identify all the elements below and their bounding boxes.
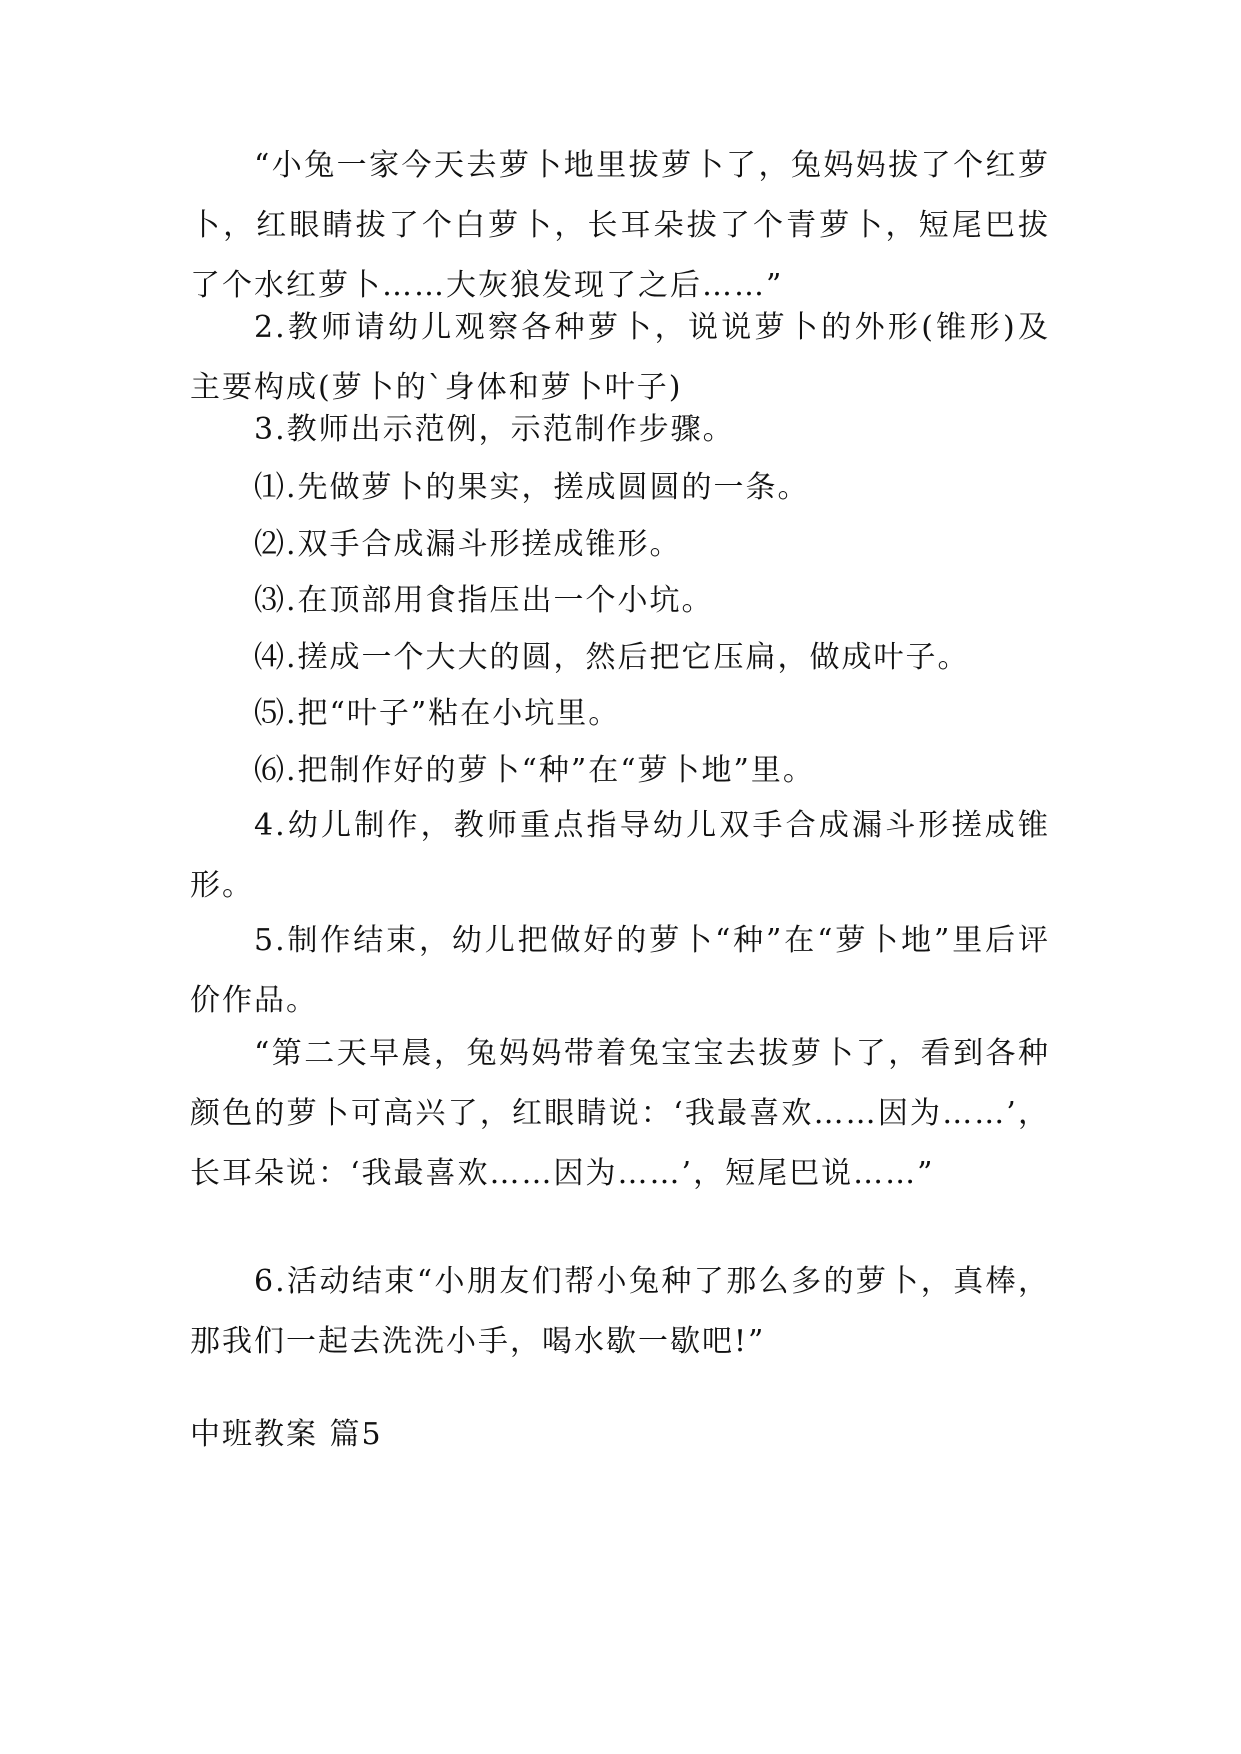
substep-3: ⑶.在顶部用食指压出一个小坑。 bbox=[254, 583, 714, 618]
substep-5: ⑸.把“叶子”粘在小坑里。 bbox=[254, 696, 621, 731]
paragraph-step-5: 5.制作结束，幼儿把做好的萝卜“种”在“萝卜地”里后评价作品。 bbox=[190, 923, 1050, 1018]
paragraph-step-2: 2.教师请幼儿观察各种萝卜，说说萝卜的外形(锥形)及主要构成(萝卜的`身体和萝卜叶子) bbox=[190, 310, 1050, 405]
substep-4: ⑷.搓成一个大大的圆，然后把它压扁，做成叶子。 bbox=[254, 640, 970, 675]
section-heading: 中班教案 篇5 bbox=[190, 1417, 383, 1452]
paragraph-story-second-day: “第二天早晨，兔妈妈带着兔宝宝去拔萝卜了，看到各种颜色的萝卜可高兴了，红眼睛说：‘我最喜欢……因为……’，长耳朵说：‘我最喜欢……因为……’，短尾巴说……” bbox=[190, 1036, 1050, 1191]
paragraph-step-4: 4.幼儿制作，教师重点指导幼儿双手合成漏斗形搓成锥形。 bbox=[190, 808, 1050, 903]
substep-1: ⑴.先做萝卜的果实，搓成圆圆的一条。 bbox=[254, 470, 810, 505]
paragraph-step-3: 3.教师出示范例，示范制作步骤。 bbox=[254, 412, 735, 447]
paragraph-step-6: 6.活动结束“小朋友们帮小兔种了那么多的萝卜，真棒，那我们一起去洗洗小手，喝水歇一歇吧!” bbox=[190, 1264, 1050, 1359]
substep-6: ⑹.把制作好的萝卜“种”在“萝卜地”里。 bbox=[254, 753, 815, 788]
substep-2: ⑵.双手合成漏斗形搓成锥形。 bbox=[254, 527, 682, 562]
paragraph-story-intro: “小兔一家今天去萝卜地里拔萝卜了，兔妈妈拔了个红萝卜，红眼睛拔了个白萝卜，长耳朵拔了个青萝卜，短尾巴拔了个水红萝卜……大灰狼发现了之后……” bbox=[190, 148, 1050, 303]
